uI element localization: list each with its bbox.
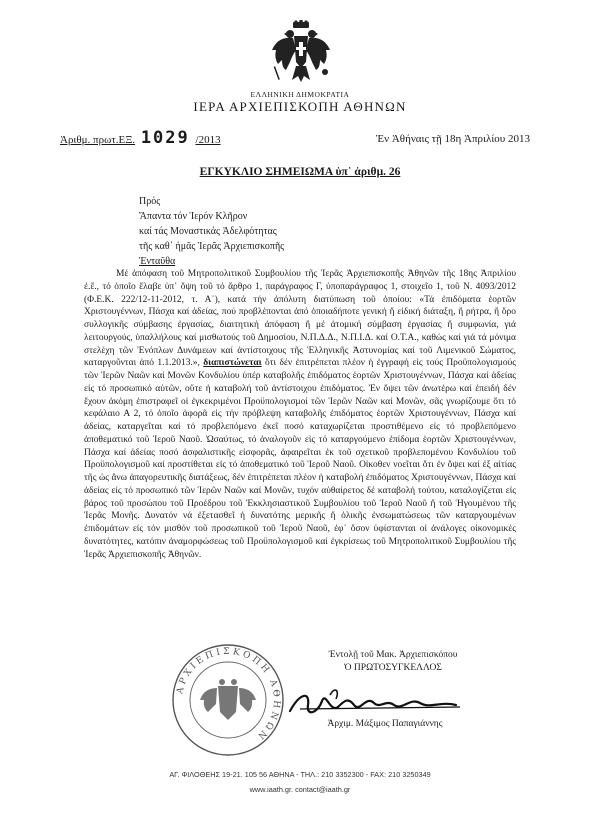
circular-body	[84, 268, 516, 561]
address-to: Πρός	[139, 196, 161, 207]
on-behalf-line: Ἐντολῇ τοῦ Μακ. Ἀρχιεπισκόπου	[328, 650, 458, 660]
footer-address: ΑΓ. ΦΙΛΟΘΕΗΣ 19-21. 105 56 ΑΘΗΝΑ - ΤΗΛ.: 210 3352300 - FAX: 210 3250349	[169, 770, 431, 779]
body-emphasis: διαπιστώνεται	[203, 358, 262, 369]
protocol-handwritten-number: 1029	[140, 128, 190, 148]
address-place: Ἐνταῦθα	[139, 256, 176, 267]
protocol-year: /2013	[195, 134, 221, 146]
document-date: Ἐν Ἀθήναις τῇ 18η Ἀπριλίου 2013	[375, 133, 530, 145]
address-line-3: τῆς καθ᾽ ἡμᾶς Ἱερᾶς Ἀρχιεπισκοπῆς	[139, 241, 285, 252]
republic-label: ΕΛΛΗΝΙΚΗ ΔΗΜΟΚΡΑΤΙΑ	[250, 90, 350, 99]
body-text-part-2: ὅτι δέν ἐπιτρέπεται πλέον ἡ ἐγγραφή εἰς τούς Προϋπολογισμούς τῶν Ἱερῶν Ναῶν καί Μονῶν Κονδυλίου ὑπέρ καταβολῆς ἐπιδόματος ἑορτῶν Χριστουγέννων, Πάσχα καί ἀδείας εἰς τό προσωπικό αὐτῶν, οὔτε ἡ καταβολή τοῦ ἀντίστοιχου ἐπιδόματος. Ἐν ὄψει τῶν ἀνωτέρω καί ἐπειδή δέν ἔχουν ἀκόμη ἐπιστραφεῖ οἱ ἐγκεκριμένοι Προϋπολογισμοί τῶν Ἱερῶν Ναῶν καί Μονῶν, σᾶς γνωρίζουμε ὅτι τό κεφάλαιο Α 2, τό ὁποῖο ἀφορᾶ εἰς τήν πρόβλεψη καταβολῆς ἐπιδόματος ἑορτῶν Χριστουγέννων, Πάσχα καί ἀδείας, καταργεῖται καί τό προβλεπόμενο ἐκεῖ ποσό καταχωρίζεται προστιθέμενο εἰς τό προβλεπόμενο ἀποθεματικό τοῦ Ἱεροῦ Ναοῦ. Ὡσαύτως, τό ἀναλογοῦν εἰς τό καταργούμενο ἐπίδομα ἑορτῶν Χριστουγέννων, Πάσχα καί ἀδείας ποσό ἀσφαλιστικῆς εἰσφορᾶς, ἀφαιρεῖται ἐκ τοῦ σχετικοῦ προβλεπομένου Κονδυλίου τοῦ Προϋπολογισμοῦ καί προστίθεται εἰς τό ἀποθεματικό τοῦ Ἱεροῦ Ναοῦ. Οἰκοθεν νοεῖται ὅτι ἐν ὄψει καί ἐξ αἰτίας τῆς ὡς ἄνω ἀπαγορευτικῆς διατάξεως, δέν ἐπιτρέπεται πλέον ἡ καταβολή ἐπιδόματος Χριστουγέννων, Πάσχα καί ἀδείας εἰς τό προσωπικό τῶν Ἱερῶν Ναῶν καί Μονῶν, τυχόν αὐθαίρετος δέ καταβολή τούτου, καταλογίζεται εἰς βάρος τοῦ προσώπου τοῦ Προέδρου τοῦ Ἐκκλησιαστικοῦ Συμβουλίου τοῦ Ἱεροῦ Ναοῦ ἤ τοῦ Ἡγουμένου τῆς Ἱερᾶς Μονῆς. Δυνατόν νά ἐξετασθεῖ ἡ δυνατότης μερικῆς ἤ ὁλικῆς ἐνσωματώσεως τῶν καταργουμένων ἐπιδομάτων εἰς τόν μισθόν τοῦ προσωπικοῦ τοῦ Ἱεροῦ Ναοῦ, ἐφ᾽ ὅσον ὑφίστανται οἱ ἀνάλογες οἰκονομικές δυνατότητες, κατόπιν ἀναμορφώσεως τοῦ Προϋπολογισμοῦ καί ἐγκρίσεως τοῦ Μητροπολιτικοῦ Συμβουλίου τῆς Ἱερᾶς Ἀρχιεπισκοπῆς Ἀθηνῶν.	[84, 358, 516, 560]
signer-name: Ἀρχιμ. Μάξιμος Παπαγιάννης	[327, 719, 443, 729]
body-text-part-1: Μέ ἀπόφαση τοῦ Μητροπολιτικοῦ Συμβουλίου τῆς Ἱερᾶς Ἀρχιεπισκοπῆς Ἀθηνῶν τῆς 18ης Ἀπριλίου ἐ.ἔ., τό ὁποῖο ἔλαβε ὑπ᾽ ὄψη τοῦ τό ἄρθρο 1, παράγραφος Γ, ὑποπαράγραφος 1, στοιχεῖο 1, τοῦ Ν. 4093/2012 (Φ.Ε.Κ. 222/12-11-2012, τ. Α᾽), κατά τήν ἀπόλυτη διατύπωση τοῦ ὁποίου: «Τά ἐπιδόματα ἑορτῶν Χριστουγέννων, Πάσχα καί ἀδείας, πού προβλέπονται ἀπό ὁποιαδήποτε γενική ἤ εἰδική διάταξη, ἤ ρήτρα, ἤ ὅρο συλλογικῆς σύμβασης ἐργασίας, διαιτητική ἀπόφαση ἤ μέ ἀτομική σύμβαση ἐργασίας ἤ συμφωνία, γιά λειτουργούς, ὑπαλλήλους καί μισθωτούς τοῦ Δημοσίου, Ν.Π.Δ.Δ., Ν.Π.Ι.Δ. καί Ο.Τ.Α., καθώς καί γιά τά μόνιμα στελέχη τῶν Ἐνόπλων Δυνάμεων καί ἀντίστοιχους τῆς Ἑλληνικῆς Ἀστυνομίας καί τοῦ Λιμενικοῦ Σώματος, καταργοῦνται ἀπό 1.1.2013.»,	[84, 269, 516, 369]
signature-block	[303, 649, 483, 675]
footer-web: www.iaath.gr. contact@iaath.gr	[249, 785, 351, 794]
handwritten-signature	[270, 683, 480, 723]
address-line-2: καί τάς Μοναστικάς Ἀδελφότητας	[139, 226, 277, 237]
protocol-number	[60, 128, 221, 148]
protocol-label: Ἀριθμ. πρωτ.ΕΞ.	[60, 134, 136, 146]
body-paragraph	[84, 268, 516, 561]
double-headed-eagle-icon	[270, 20, 332, 84]
seal-text: ΑΡΧΙΕΠΙΣΚΟΠΗ ΑΘΗΝΩΝ	[175, 646, 282, 743]
document-title: ΕΓΚΥΚΛΙΟ ΣΗΜΕΙΩΜΑ ὑπ᾽ ἀριθμ. 26	[199, 166, 401, 178]
address-line-1: Ἅπαντα τόν Ἱερόν Κλῆρον	[139, 211, 248, 222]
signer-role: Ὁ ΠΡΩΤΟΣΥΓΚΕΛΛΟΣ	[344, 663, 442, 673]
archdiocese-label: ΙΕΡΑ ΑΡΧΙΕΠΙΣΚΟΠΗ ΑΘΗΝΩΝ	[193, 99, 407, 114]
